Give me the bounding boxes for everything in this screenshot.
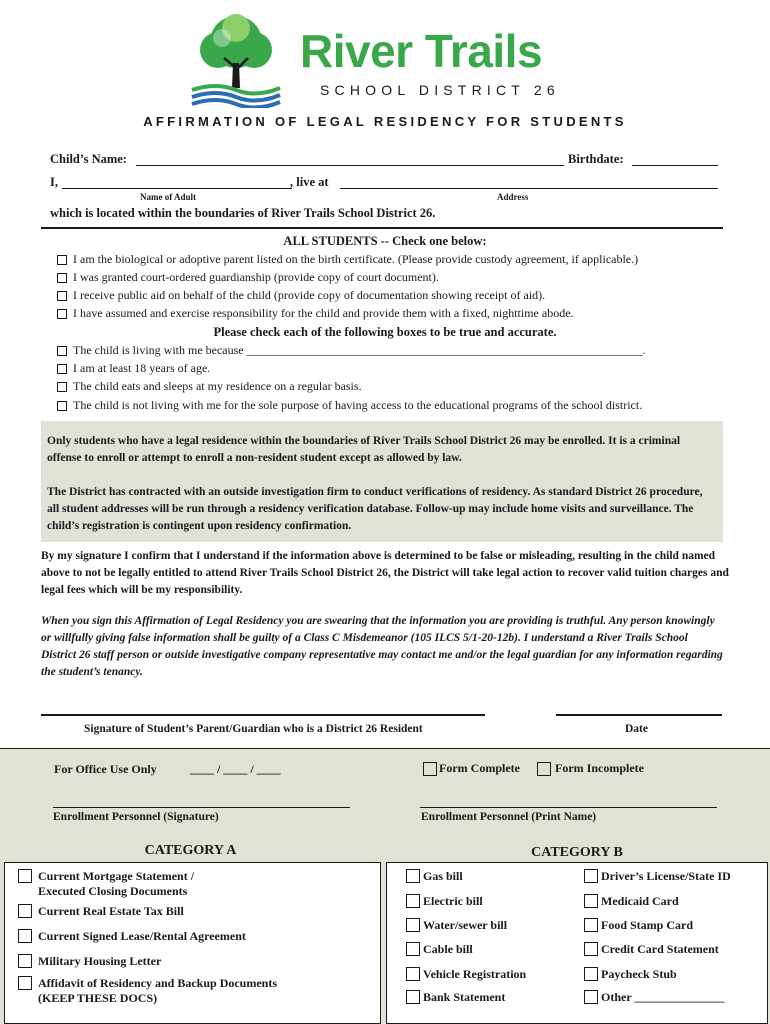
option-label: I am the biological or adoptive parent listed on the birth certificate. (Please provide custody agreement, if applicable.)	[73, 252, 639, 266]
notice-paragraph: The District has contracted with an outside investigation firm to conduct verifications of residency. As standard District 26 procedure, all student addresses will be run through a residency verification database. Follow-up may include home visits and surveillance. The child’s registration is contingent upon residency confirmation.	[47, 486, 703, 532]
checkbox-icon[interactable]	[406, 918, 420, 932]
form-incomplete-label: Form Incomplete	[555, 761, 644, 775]
category-b-label: Water/sewer bill	[423, 918, 508, 932]
category-a-title: CATEGORY A	[144, 843, 237, 858]
address-field[interactable]	[340, 188, 718, 189]
legal-notice-box	[41, 421, 723, 542]
confirm-label: The child is not living with me for the sole purpose of having access to the educational programs of the school district.	[73, 398, 643, 412]
parent-signature-line[interactable]	[41, 714, 485, 716]
child-name-label: Child’s Name:	[50, 152, 127, 166]
confirm-heading: Please check each of the following boxes to be true and accurate.	[213, 325, 557, 339]
located-within-text: which is located within the boundaries of River Trails School District 26.	[50, 206, 436, 220]
personnel-signature-caption: Enrollment Personnel (Signature)	[53, 811, 219, 823]
checkbox-icon[interactable]	[584, 894, 598, 908]
notice-paragraph: Only students who have a legal residence within the boundaries of River Trails School District 26 may be enrolled. It is a criminal offense to enroll or attempt to enroll a non-resident student except as allowed by law.	[47, 435, 681, 464]
checkbox-icon[interactable]	[57, 309, 67, 319]
checkbox-icon[interactable]	[406, 869, 420, 883]
name-of-adult-caption: Name of Adult	[140, 192, 196, 202]
category-a-item[interactable]	[18, 929, 246, 944]
checkbox-icon[interactable]	[406, 894, 420, 908]
date-signature-line[interactable]	[556, 714, 722, 716]
divider	[41, 227, 723, 229]
office-date-field[interactable]: ____ / ____ / ____	[190, 762, 281, 776]
category-b-item[interactable]	[406, 967, 526, 982]
all-students-heading: ALL STUDENTS -- Check one below:	[283, 234, 487, 248]
category-b-label: Electric bill	[423, 894, 483, 908]
checkbox-icon[interactable]	[57, 273, 67, 283]
category-a-item[interactable]	[18, 869, 194, 899]
category-a-item[interactable]	[18, 904, 184, 919]
checkbox-icon[interactable]	[57, 401, 67, 411]
category-b-item[interactable]	[584, 967, 677, 982]
checkbox-icon[interactable]	[406, 967, 420, 981]
child-name-field[interactable]	[136, 165, 564, 166]
checkbox-icon[interactable]	[584, 869, 598, 883]
category-a-label: Affidavit of Residency and Backup Documents (KEEP THESE DOCS)	[38, 976, 278, 1005]
option-public-aid[interactable]	[57, 288, 545, 303]
confirm-age[interactable]	[57, 361, 210, 376]
personnel-print-line[interactable]	[420, 807, 717, 808]
checkbox-icon[interactable]	[57, 364, 67, 374]
personnel-print-caption: Enrollment Personnel (Print Name)	[421, 811, 597, 823]
checkbox-icon[interactable]	[423, 762, 437, 776]
category-b-item[interactable]	[406, 918, 507, 933]
form-complete-option[interactable]	[423, 761, 520, 776]
checkbox-icon[interactable]	[57, 255, 67, 265]
category-b-item[interactable]	[406, 869, 463, 884]
category-b-title: CATEGORY B	[531, 845, 623, 860]
confirm-label: The child is living with me because __________________________________________________________________.	[73, 343, 646, 357]
option-label: I have assumed and exercise responsibility for the child and provide them with a fixed, nighttime abode.	[73, 306, 574, 320]
district-subtitle: SCHOOL DISTRICT 26	[320, 82, 560, 98]
confirm-eats-sleeps[interactable]	[57, 379, 362, 394]
form-complete-label: Form Complete	[439, 761, 520, 775]
category-b-label: Cable bill	[423, 942, 473, 956]
category-b-item[interactable]	[584, 918, 693, 933]
checkbox-icon[interactable]	[18, 954, 32, 968]
i-label: I,	[50, 175, 58, 189]
live-at-label: , live at	[290, 175, 329, 189]
checkbox-icon[interactable]	[57, 382, 67, 392]
checkbox-icon[interactable]	[406, 942, 420, 956]
category-b-item[interactable]	[406, 894, 483, 909]
date-caption: Date	[625, 723, 648, 735]
category-a-label: Military Housing Letter	[38, 954, 162, 968]
confirm-living-reason[interactable]	[57, 343, 646, 358]
option-label: I was granted court-ordered guardianship (provide copy of court document).	[73, 270, 439, 284]
tree-logo-icon	[186, 8, 286, 108]
category-b-label: Driver’s License/State ID	[601, 869, 731, 883]
checkbox-icon[interactable]	[57, 346, 67, 356]
category-b-item[interactable]	[584, 894, 679, 909]
birthdate-field[interactable]	[632, 165, 718, 166]
category-a-item[interactable]	[18, 976, 277, 1006]
birthdate-label: Birthdate:	[568, 152, 624, 166]
office-use-label: For Office Use Only	[54, 762, 157, 776]
confirm-not-sole-purpose[interactable]	[57, 398, 642, 413]
category-b-label: Bank Statement	[423, 990, 506, 1004]
checkbox-icon[interactable]	[18, 976, 32, 990]
category-b-label: Other _______________	[601, 990, 725, 1004]
category-b-label: Medicaid Card	[601, 894, 679, 908]
affirmation-warning-text: When you sign this Affirmation of Legal Residency you are swearing that the information you are providing is truthful. Any person knowingly or willfully giving false information shall be guilty of a Class C Misdemeanor (105 ILCS 5/1-20-12b). I understand a River Trails School District 26 staff person or outside investigative company representative may contact me and/or the legal guardian for any information regarding the student’s tenancy.	[41, 615, 723, 678]
confirm-label: I am at least 18 years of age.	[73, 361, 211, 375]
category-a-item[interactable]	[18, 954, 161, 969]
personnel-signature-line[interactable]	[53, 807, 350, 808]
checkbox-icon[interactable]	[584, 990, 598, 1004]
checkbox-icon[interactable]	[584, 942, 598, 956]
category-a-label: Current Signed Lease/Rental Agreement	[38, 929, 246, 943]
category-b-item[interactable]	[406, 990, 505, 1005]
category-b-item[interactable]	[584, 990, 724, 1005]
checkbox-icon[interactable]	[584, 918, 598, 932]
checkbox-icon[interactable]	[18, 869, 32, 883]
option-biological-parent[interactable]	[57, 252, 638, 267]
category-b-label: Credit Card Statement	[601, 942, 719, 956]
adult-name-field[interactable]	[62, 188, 292, 189]
parent-signature-caption: Signature of Student’s Parent/Guardian who is a District 26 Resident	[84, 723, 423, 735]
form-incomplete-option[interactable]	[537, 761, 644, 776]
checkbox-icon[interactable]	[584, 967, 598, 981]
category-a-label: Current Real Estate Tax Bill	[38, 904, 184, 918]
checkbox-icon[interactable]	[57, 291, 67, 301]
category-b-label: Vehicle Registration	[423, 967, 527, 981]
category-b-label: Gas bill	[423, 869, 463, 883]
checkbox-icon[interactable]	[406, 990, 420, 1004]
category-a-label: Current Mortgage Statement / Executed Closing Documents	[38, 869, 195, 898]
category-b-item[interactable]	[584, 869, 731, 884]
district-brand-name: River Trails	[300, 25, 543, 77]
category-b-item[interactable]	[406, 942, 473, 957]
checkbox-icon[interactable]	[18, 929, 32, 943]
category-b-label: Food Stamp Card	[601, 918, 694, 932]
option-assumed-responsibility[interactable]	[57, 306, 574, 321]
signature-confirmation-text: By my signature I confirm that I understand if the information above is determined to be false or misleading, resulting in the child named above to not be legally entitled to attend River Trails School District 26, the District will take legal action to recover valid tuition charges and legal fees which will be my responsibility.	[41, 550, 729, 596]
checkbox-icon[interactable]	[537, 762, 551, 776]
option-court-guardianship[interactable]	[57, 270, 439, 285]
confirm-label: The child eats and sleeps at my residence on a regular basis.	[73, 379, 362, 393]
form-title: AFFIRMATION OF LEGAL RESIDENCY FOR STUDENTS	[143, 114, 627, 129]
category-b-item[interactable]	[584, 942, 719, 957]
option-label: I receive public aid on behalf of the child (provide copy of documentation showing receipt of aid).	[73, 288, 546, 302]
checkbox-icon[interactable]	[18, 904, 32, 918]
address-caption: Address	[497, 192, 529, 202]
category-b-label: Paycheck Stub	[601, 967, 677, 981]
